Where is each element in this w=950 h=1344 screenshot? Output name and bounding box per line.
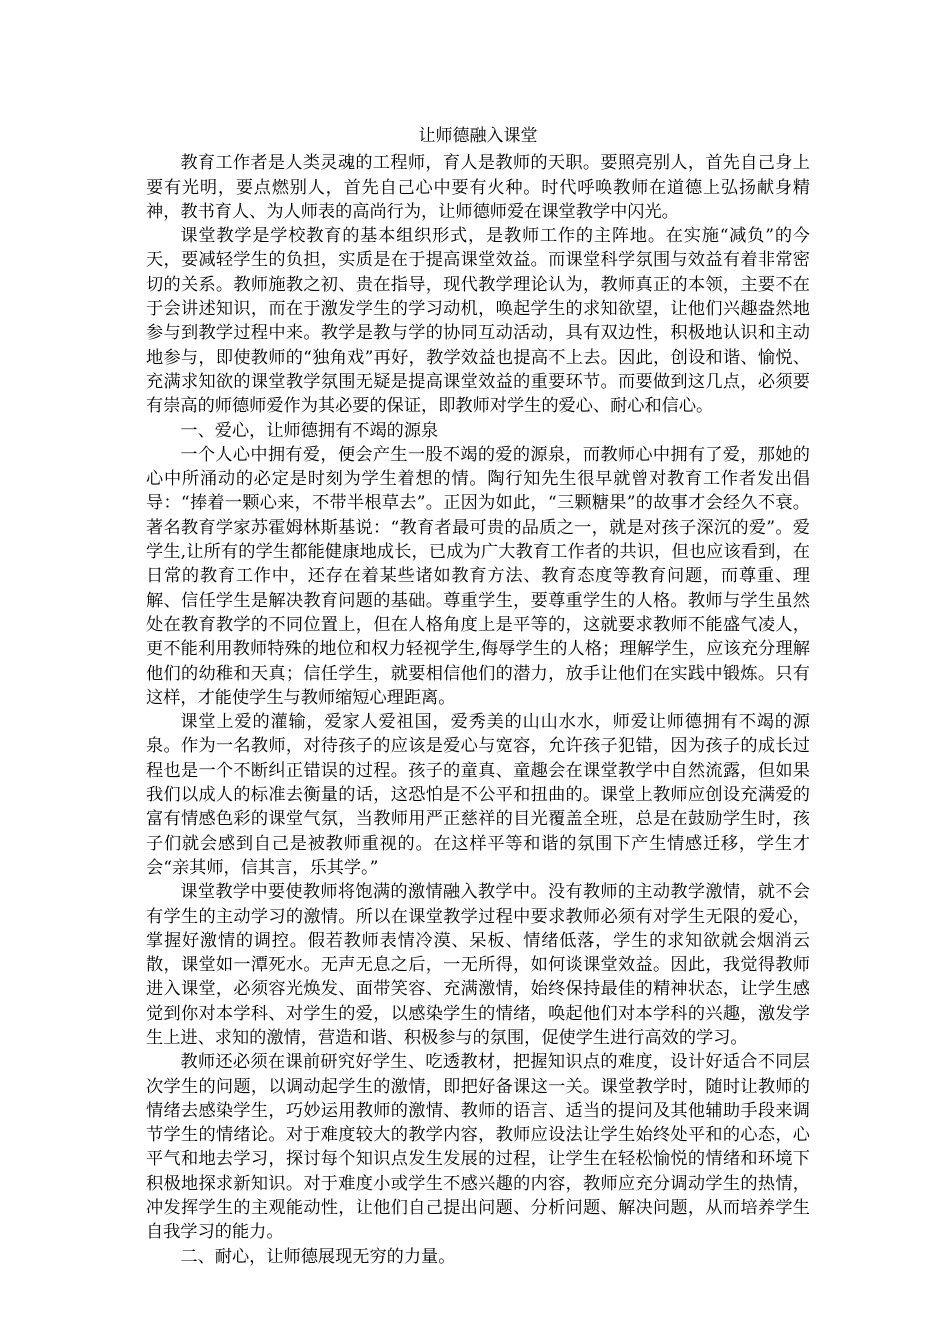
section-heading-love: 一、爱心，让师德拥有不竭的源泉	[180, 420, 439, 441]
document-title: 让师德融入课堂	[418, 126, 538, 146]
section-heading-patience: 二、耐心，让师德展现无穷的力量。	[180, 1246, 456, 1267]
paragraph-preparation: 教师还必须在课前研究好学生、吃透教材，把握知识点的难度，设计好适合不同层次学生的问题，以调动起学生的激情，即把好备课这一关。课堂教学时，随时让教师的情绪去感染学生，巧妙运用教师的激情、教师的语言、适当的提问及其他辅助手段来调节学生的情绪论。对于难度较大的教学内容，教师应设法让学生始终处平和的心态，心平气和地去学习，探讨每个知识点发生发展的过程，让学生在轻松愉悦的情绪和环境下积极地探求新知识。对于难度小或学生不感兴趣的内容，教师应充分调动学生的热情，冲发挥学生的主观能动性，让他们自己提出问题、分析问题、解决问题，从而培养学生自我学习的能力。	[146, 1052, 810, 1243]
paragraph-love-source: 一个人心中拥有爱，便会产生一股不竭的爱的源泉，而教师心中拥有了爱，那她的心中所涌动的必定是时刻为学生着想的情。陶行知先生很早就曾对教育工作者发出倡导：“捧着一颗心来，不带半根草去”。正因为如此，“三颗糖果”的故事才会经久不衰。著名教育学家苏霍姆林斯基说：“教育者最可贵的品质之一，就是对孩子深沉的爱”。爱学生,让所有的学生都能健康地成长，已成为广大教育工作者的共识，但也应该看到，在日常的教育工作中，还存在着某些诸如教育方法、教育态度等教育问题，而尊重、理解、信任学生是解决教育问题的基础。尊重学生，要尊重学生的人格。教师与学生虽然处在教育教学的不同位置上，但在人格角度上是平等的，这就要求教师不能盛气凌人，更不能利用教师特殊的地位和权力轻视学生,侮辱学生的人格；理解学生，应该充分理解他们的幼稚和天真；信任学生，就要相信他们的潜力，放手让他们在实践中锻炼。只有这样，才能使学生与教师缩短心理距离。	[146, 444, 810, 708]
paragraph-passion: 课堂教学中要使教师将饱满的激情融入教学中。没有教师的主动教学激情，就不会有学生的主动学习的激情。所以在课堂教学过程中要求教师必须有对学生无限的爱心，掌握好激情的调控。假若教师表情冷漠、呆板、情绪低落，学生的求知欲就会烟消云散，课堂如一潭死水。无声无息之后，一无所得，如何谈课堂效益。因此，我觉得教师进入课堂，必须容光焕发、面带笑容、充满激情，始终保持最佳的精神状态，让学生感觉到你对本学科、对学生的爱，以感染学生的情绪，唤起他们对本学科的兴趣，激发学生上进、求知的激情，营造和谐、积极参与的氛围，促使学生进行高效的学习。	[146, 882, 810, 1048]
document-body	[146, 124, 810, 1269]
paragraph-intro: 教育工作者是人类灵魂的工程师，育人是教师的天职。要照亮别人，首先自己身上要有光明，要点燃别人，首先自己心中要有火种。时代呼唤教师在道德上弘扬献身精神，教书育人、为人师表的高尚行为，让师德师爱在课堂教学中闪光。	[146, 153, 810, 222]
paragraph-classroom-teaching: 课堂教学是学校教育的基本组织形式，是教师工作的主阵地。在实施“减负”的今天，要减轻学生的负担，实质是在于提高课堂效益。而课堂科学氛围与效益有着非常密切的关系。教师施教之初、贵在指导，现代教学理论认为，教师真正的本领，主要不在于会讲述知识，而在于激发学生的学习动机，唤起学生的求知欲望，让他们兴趣盎然地参与到教学过程中来。教学是教与学的协同互动活动，具有双边性，积极地认识和主动地参与，即使教师的“独角戏”再好，教学效益也提高不上去。因此，创设和谐、愉悦、充满求知欲的课堂教学氛围无疑是提高课堂效益的重要环节。而要做到这几点，必须要有崇高的师德师爱作为其必要的保证，即教师对学生的爱心、耐心和信心。	[146, 226, 810, 417]
paragraph-love-in-class: 课堂上爱的灌输，爱家人爱祖国，爱秀美的山山水水，师爱让师德拥有不竭的源泉。作为一名教师，对待孩子的应该是爱心与宽容，允许孩子犯错，因为孩子的成长过程也是一个不断纠正错误的过程。孩子的童真、童趣会在课堂教学中自然流露，但如果我们以成人的标准去衡量的话，这恐怕是不公平和扭曲的。课堂上教师应创设充满爱的富有情感色彩的课堂气氛，当教师用严正慈祥的目光覆盖全班，总是在鼓励学生时，孩子们就会感到自己是被教师重视的。在这样平等和谐的氛围下产生情感迁移，学生才会“亲其师，信其言，乐其学。”	[146, 712, 810, 878]
